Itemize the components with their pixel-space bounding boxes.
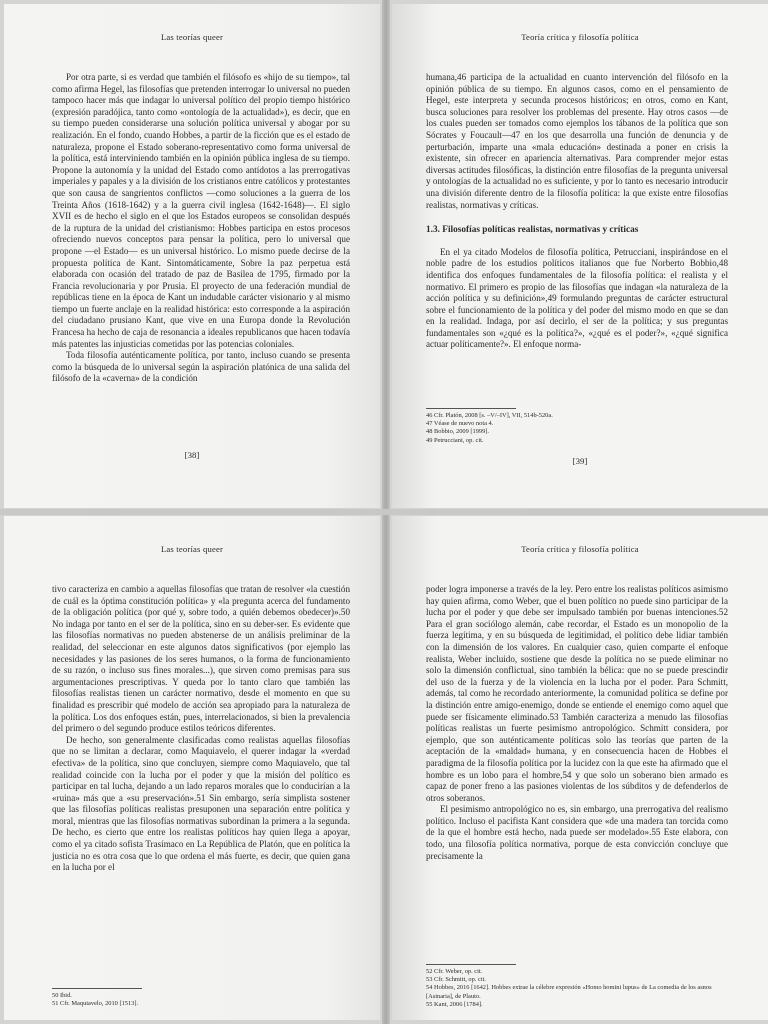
- running-head: Teoría crítica y filosofía política: [521, 32, 639, 42]
- paragraph: humana,46 participa de la actualidad en cuanto intervención del filósofo en la opinión pública de su tiempo. En algunos casos, como en el pensamiento de Hegel, este interpreta y secunda procesos históricos; en otros, como en Kant, busca soluciones para resolver los problemas del presente. Hay otros casos —de los cuales pueden ser tomados como ejemplos los tábanos de la política que son Sócrates y Foucault—47 en los que desarrolla una función de denuncia y de perturbación, imparte una «mala educación» destinada a poner en crisis la existente, sin ofrecer en apariencia alternativas. Para comprender mejor estas diversas actitudes filosóficas, la distinción entre filosofías de la pregunta universal y ontologías de la actualidad no es suficiente, y por lo tanto es necesario introducir una división diferente dentro de la filosofía política: la que existe entre filosofías realistas, normativas y críticas.: [426, 72, 728, 210]
- footnote: 55 Kant, 2006 [1784].: [426, 1000, 483, 1008]
- footnotes: [426, 408, 728, 445]
- footnote: 54 Hobbes, 2016 [1642]. Hobbes extrae la célebre expresión «Homo homini lupus» de La comedia de los asnos [Asinaria], de Plauto.: [426, 984, 712, 1000]
- page-number: [38]: [184, 450, 200, 460]
- paragraph: Por otra parte, si es verdad que también el filósofo es «hijo de su tiempo», tal como afirma Hegel, las filosofías que pretenden interrogar lo universal no pueden tampoco hacer más que indagar lo universal político del propio tiempo histórico (expresión paradójica, tanto como «ontología de la actualidad»), es decir, que en su tiempo pueden considerarse una solución política universal y abogar por su realización. En el fondo, cuando Hobbes, a partir de la ficción que es el estado de naturaleza, propone el Estado soberano-representativo como forma universal de la política, está interviniendo también en la opinión pública inglesa de su tiempo. Propone la autonomía y la unidad del Estado como antídotos a las prerrogativas imperiales y papales y a la división de los cristianos entre católicos y protestantes que son causa de sangrientos conflictos —como soluciones a la guerra de los Treinta Años (1618-1642) y a la guerra civil inglesa (1642-1648)—. El siglo XVII es de hecho el siglo en el que los Estados europeos se consolidan después de la ruptura de la unidad del cristianismo: Hobbes participa en estos procesos ofreciendo nuevos conceptos para pensar la política, pero lo universal que propone —el Estado— es un universal histórico. Lo mismo puede decirse de la propuesta política de Kant. Sintomáticamente, Sobre la paz perpetua está elaborada con ocasión del tratado de paz de Basilea de 1795, firmado por la Francia revolucionaria y por Prusia. El proyecto de una federación mundial de repúblicas tiene en la época de Kant un indudable carácter visionario y al mismo tiempo un fuerte anclaje en la realidad histórica: esto corresponde a la aspiración del ciudadano prusiano Kant, que vive en una Europa donde la Revolución Francesa ha hecho de caja de resonancia a ideales republicanos que hacen todavía más patentes las injusticias cometidas por las potencias coloniales.: [52, 72, 350, 349]
- page-40: [4, 516, 380, 1020]
- paragraph: De hecho, son generalmente clasificadas como realistas aquellas filosofías que no se limitan a declarar, como Maquiavelo, el querer indagar la «verdad efectiva» de la política, sino que concluyen, siempre como Maquiavelo, que tal realidad coincide con la lucha por el poder y que la misión del político es participar en tal lucha, dejando a un lado reparos morales que lo conducirían a la «ruina» más que a «su preservación».51 Sin embargo, sería simplista sostener que las filosofías políticas realistas presuponen una separación entre política y moral, mientras que las filosofías normativas subordinan la primera a la segunda. De hecho, es cierto que entre los realistas políticos hay quien llega a apoyar, como el ya citado sofista Trasímaco en La República de Platón, que en política la justicia no es otra cosa que lo que ordena el más fuerte, es decir, que quien gana en la lucha por el: [52, 734, 350, 873]
- running-head: Las teorías queer: [160, 32, 224, 42]
- paragraph: En el ya citado Modelos de filosofía política, Petrucciani, inspirándose en el noble padre de los estudios políticos italianos que fue Norberto Bobbio,48 identifica dos enfoques fundamentales de la filosofía política: el realista y el normativo. El primero es propio de las filosofías que indagan «la naturaleza de la acción política y su definición»,49 formulando preguntas de carácter estructural sobre el funcionamiento de la política y del poder del mismo modo en que se dan en la realidad. Indaga, por así decirlo, el ser de la política; y sus preguntas fundamentales son «¿qué es la política?», «¿qué es el poder?», «¿qué significa actuar políticamente?». El enfoque norma-: [426, 246, 728, 350]
- paragraph: Toda filosofía auténticamente política, por tanto, incluso cuando se presenta como la búsqueda de lo universal según la aspiración platónica de una salida del filósofo de la «caverna» de la condición: [52, 350, 350, 384]
- body-text: [52, 72, 350, 385]
- footnotes: [52, 988, 350, 1008]
- footnote: 47 Véase de nuevo nota 4.: [426, 420, 494, 428]
- paragraph: El pesimismo antropológico no es, sin embargo, una prerrogativa del realismo político. Incluso el pacifista Kant considera que «de una madera tan torcida como de la que el hombre está hecho, nada puede ser modelado».55 Este elabora, con todo, una filosofía política normativa, porque de esta convicción concluye que precisamente la: [426, 804, 728, 861]
- running-head: Teoría crítica y filosofía política: [521, 544, 639, 554]
- body-text: [52, 584, 350, 874]
- running-head: Las teorías queer: [160, 544, 224, 554]
- footnote: 51 Cfr. Maquiavelo, 2010 [1513].: [52, 1000, 139, 1008]
- footnotes: [426, 964, 728, 1009]
- paragraph: tivo caracteriza en cambio a aquellas filosofías que tratan de resolver «la cuestión de cuál es la óptima constitución política» y «la pregunta acerca del fundamento de la obligación política (por qué y, sobre todo, a quién debemos obedecer)».50 No indaga por tanto en el ser de la política, sino en su deber-ser. Es evidente que las filosofías normativas no pueden abstenerse de un análisis preliminar de la realidad, del seleccionar en este algunos datos significativos (por ejemplo las necesidades y las pasiones de los seres humanos, o la forma de funcionamiento de su razón, o incluso sus fines morales...), que sirven como premisas para sus argumentaciones prescriptivas. Y queda por lo tanto claro que también las filosofías realistas tienen un carácter normativo, desde el momento en que su finalidad es prescribir qué modelo de acción sea apropiado para la naturaleza de la política. Los dos enfoques están, pues, interrelacionados, si bien la prevalencia del primero o del segundo produce estilos teóricos diferentes.: [52, 584, 350, 734]
- footnote-rule: [426, 964, 516, 965]
- footnote-rule: [52, 988, 142, 989]
- footnote-rule: [426, 408, 516, 409]
- body-text: [426, 584, 728, 862]
- page-38: [4, 4, 380, 508]
- page-41: [392, 516, 768, 1020]
- footnote: 53 Cfr. Schmitt, op. cit.: [426, 976, 486, 984]
- footnote: 52 Cfr. Weber, op. cit.: [426, 968, 483, 975]
- footnote: 50 Ibid.: [52, 992, 72, 999]
- page-number: [39]: [572, 456, 588, 466]
- footnote: 48 Bobbio, 2009 [1999].: [426, 428, 490, 436]
- body-text: [426, 72, 728, 351]
- footnote: 49 Petrucciani, op. cit.: [426, 436, 484, 444]
- paragraph: poder logra imponerse a través de la ley. Pero entre los realistas políticos asimismo hay quien afirma, como Weber, que el buen político no puede sino participar de la lucha por el poder y que debe ser impulsado también por buenas intenciones.52 Para el gran sociólogo alemán, cabe recordar, el Estado es un monopolio de la fuerza legítima, y en su búsqueda de legitimidad, el político debe lidiar también con la dimensión de los valores. En cualquier caso, quien comparte el enfoque realista, Weber incluido, sostiene que desde la política no se puede eliminar no solo la dimensión conflictual, sino también la bélica: que no se puede prescindir del uso de la fuerza y de la violencia en la lucha por el poder. Para Schmitt, además, tal como he recordado anteriormente, la comunidad política se define por la distinción entre amigo-enemigo, donde se entiende el enemigo como aquel que puede ser físicamente eliminado.53 También caracteriza a menudo las filosofías políticas realistas un fuerte pesimismo antropológico. Schmitt considera, por ejemplo, que son auténticamente políticas solo las teorías que parten de la aceptación de la «maldad» humana, y en consecuencia hacen de Hobbes el paradigma de la filosofía política por la lucidez con la que este ha afirmado que el hombre es un lobo para el hombre,54 y que solo un soberano bien armado es capaz de poner freno a las pasiones violentas de los súbditos y de defenderlos de otros soberanos.: [426, 584, 728, 803]
- page-39: [392, 4, 768, 508]
- section-title: 1.3. Filosofías políticas realistas, normativas y críticas: [426, 225, 639, 236]
- footnote: 46 Cfr. Platón, 2008 [s. –V/–IV], VII, 514b-520a.: [426, 412, 553, 419]
- spread-separator: [0, 509, 768, 515]
